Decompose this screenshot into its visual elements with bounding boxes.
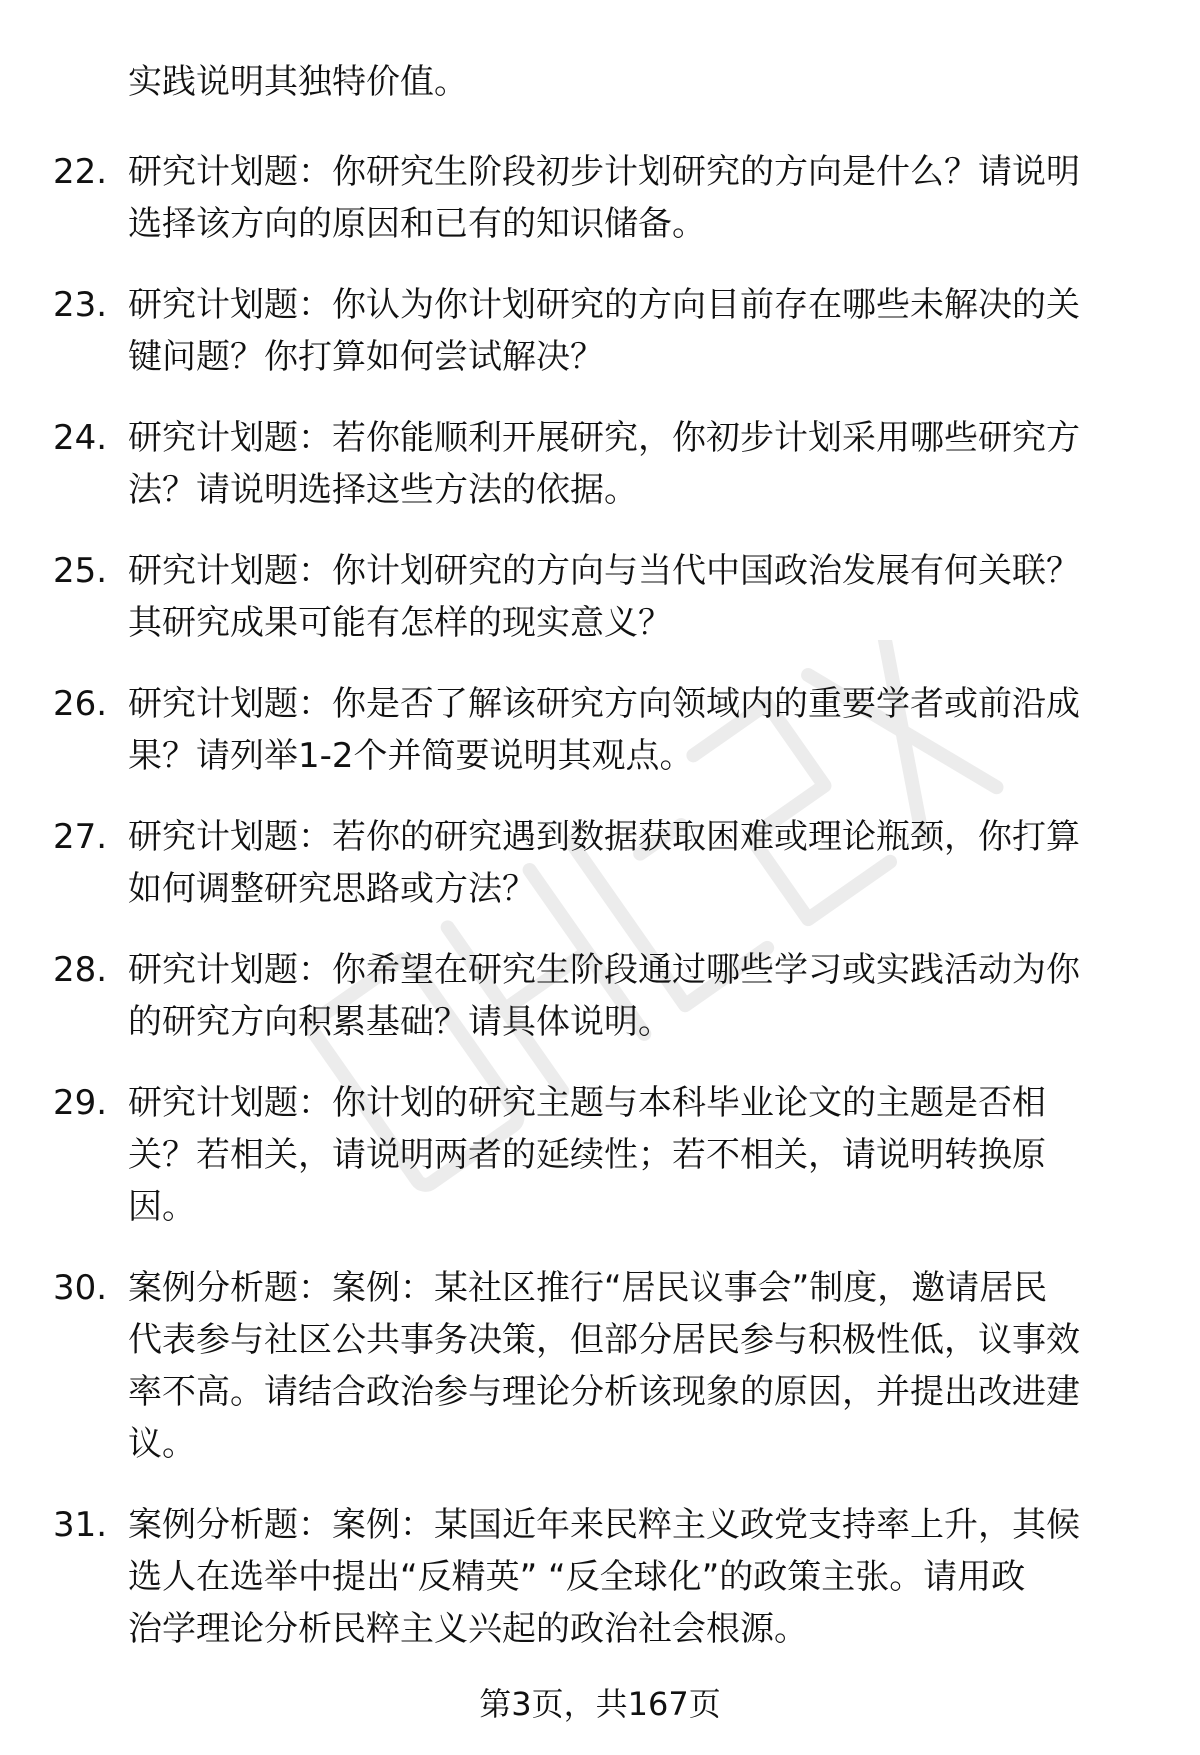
question-text-line: 研究计划题：你是否了解该研究方向领域内的重要学者或前沿成 (128, 684, 1080, 724)
question-text-line: 法？请说明选择这些方法的依据。 (128, 470, 638, 510)
question-text-line: 研究计划题：你希望在研究生阶段通过哪些学习或实践活动为你 (128, 950, 1080, 990)
question-text-line: 的研究方向积累基础？请具体说明。 (128, 1002, 672, 1042)
question-text-line: 率不高。请结合政治参与理论分析该现象的原因，并提出改进建 (128, 1372, 1080, 1412)
question-number: 29. (53, 1083, 108, 1123)
page-footer: 第3页，共167页 (479, 1685, 721, 1723)
question-list (0, 150, 1200, 1688)
question-text-line: 键问题？你打算如何尝试解决？ (128, 337, 604, 377)
continued-question-text: 实践说明其独特价值。 (128, 62, 468, 102)
question-number: 23. (53, 285, 108, 325)
question-text-line: 选人在选举中提出“反精英” “反全球化”的政策主张。请用政 (128, 1557, 1026, 1597)
question-number: 22. (53, 152, 108, 192)
question-text-line: 代表参与社区公共事务决策，但部分居民参与积极性低，议事效 (128, 1320, 1080, 1360)
question-item (0, 283, 1200, 379)
question-item (0, 1081, 1200, 1229)
question-text-line: 如何调整研究思路或方法？ (128, 869, 536, 909)
question-text-line: 果？请列举1-2个并简要说明其观点。 (128, 736, 694, 776)
question-text-line: 议。 (128, 1424, 196, 1464)
question-text-line: 关？若相关，请说明两者的延续性；若不相关，请说明转换原 (128, 1135, 1046, 1175)
question-number: 27. (53, 817, 108, 857)
question-item (0, 1503, 1200, 1651)
question-item (0, 1266, 1200, 1466)
question-text-line: 研究计划题：你认为你计划研究的方向目前存在哪些未解决的关 (128, 285, 1080, 325)
question-number: 28. (53, 950, 108, 990)
question-text-line: 案例分析题：案例：某社区推行“居民议事会”制度，邀请居民 (128, 1268, 1048, 1308)
question-item (0, 549, 1200, 645)
question-number: 31. (53, 1505, 108, 1545)
question-text-line: 因。 (128, 1187, 196, 1227)
question-item (0, 682, 1200, 778)
question-text-line: 案例分析题：案例：某国近年来民粹主义政党支持率上升，其候 (128, 1505, 1080, 1545)
question-number: 30. (53, 1268, 108, 1308)
question-text-line: 其研究成果可能有怎样的现实意义？ (128, 603, 672, 643)
question-text-line: 研究计划题：你计划研究的方向与当代中国政治发展有何关联？ (128, 551, 1080, 591)
question-text-line: 治学理论分析民粹主义兴起的政治社会根源。 (128, 1609, 808, 1649)
question-item (0, 948, 1200, 1044)
question-text-line: 研究计划题：若你能顺利开展研究，你初步计划采用哪些研究方 (128, 418, 1080, 458)
question-text-line: 研究计划题：若你的研究遇到数据获取困难或理论瓶颈，你打算 (128, 817, 1080, 857)
question-item (0, 150, 1200, 246)
question-item (0, 815, 1200, 911)
question-text-line: 研究计划题：你研究生阶段初步计划研究的方向是什么？请说明 (128, 152, 1080, 192)
question-number: 26. (53, 684, 108, 724)
question-number: 24. (53, 418, 108, 458)
question-text-line: 选择该方向的原因和已有的知识储备。 (128, 204, 706, 244)
question-item (0, 416, 1200, 512)
question-text-line: 研究计划题：你计划的研究主题与本科毕业论文的主题是否相 (128, 1083, 1046, 1123)
question-number: 25. (53, 551, 108, 591)
